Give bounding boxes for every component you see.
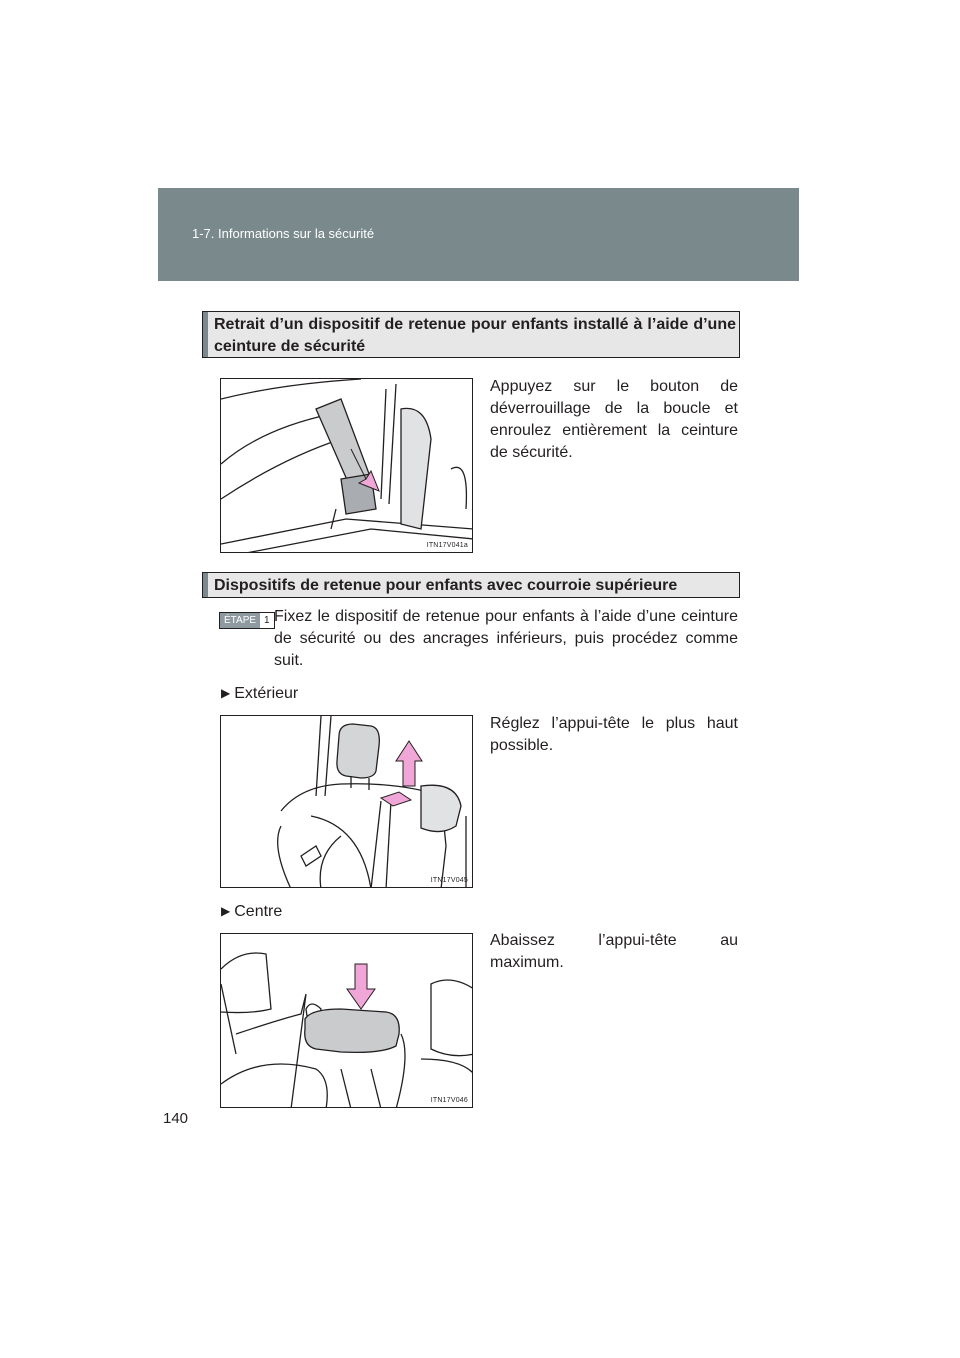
figure-code: ITN17V041a — [426, 542, 468, 549]
section-breadcrumb: 1-7. Informations sur la sécurité — [192, 226, 375, 241]
figure-code: ITN17V046 — [430, 1097, 468, 1104]
step-number: 1 — [264, 615, 270, 626]
section-title-removal: Retrait d’un dispositif de retenue pour enfants installé à l’aide d’une ceinture de sécurité — [202, 311, 740, 358]
step-label: ÉTAPE — [220, 613, 260, 628]
figure-code: ITN17V045 — [430, 877, 468, 884]
bullet-outer — [221, 682, 298, 705]
figure-center-headrest — [220, 933, 473, 1108]
seatbelt-buckle-illustration — [221, 379, 473, 553]
center-headrest-illustration — [221, 934, 473, 1108]
figure-seatbelt-buckle — [220, 378, 473, 553]
section-title-top-strap: Dispositifs de retenue pour enfants avec courroie supérieure — [202, 572, 740, 598]
instruction-lower-headrest: Abaissez l’appui-tête au maximum. — [490, 932, 738, 971]
triangle-right-icon: ▶ — [221, 686, 231, 700]
instruction-release-buckle: Appuyez sur le bouton de déverrouillage de la boucle et enroulez entièrement la ceinture de sécurité. — [490, 378, 738, 461]
raise-arrow-icon — [381, 741, 422, 806]
bullet-center-label: Centre — [234, 903, 283, 920]
instruction-raise-headrest: Réglez l’appui-tête le plus haut possible. — [490, 715, 738, 754]
page-number: 140 — [163, 1110, 189, 1127]
step-badge — [219, 612, 275, 629]
outer-headrest-illustration — [221, 716, 473, 888]
lower-arrow-icon — [347, 964, 375, 1009]
header-bar — [158, 188, 799, 281]
figure-outer-headrest — [220, 715, 473, 888]
bullet-outer-label: Extérieur — [234, 685, 299, 702]
bullet-center — [221, 900, 282, 923]
step-1-text: Fixez le dispositif de retenue pour enfants à l’aide d’une ceinture de sécurité ou des ancrages inférieurs, puis procédez comme suit. — [274, 608, 738, 669]
triangle-right-icon: ▶ — [221, 904, 231, 918]
